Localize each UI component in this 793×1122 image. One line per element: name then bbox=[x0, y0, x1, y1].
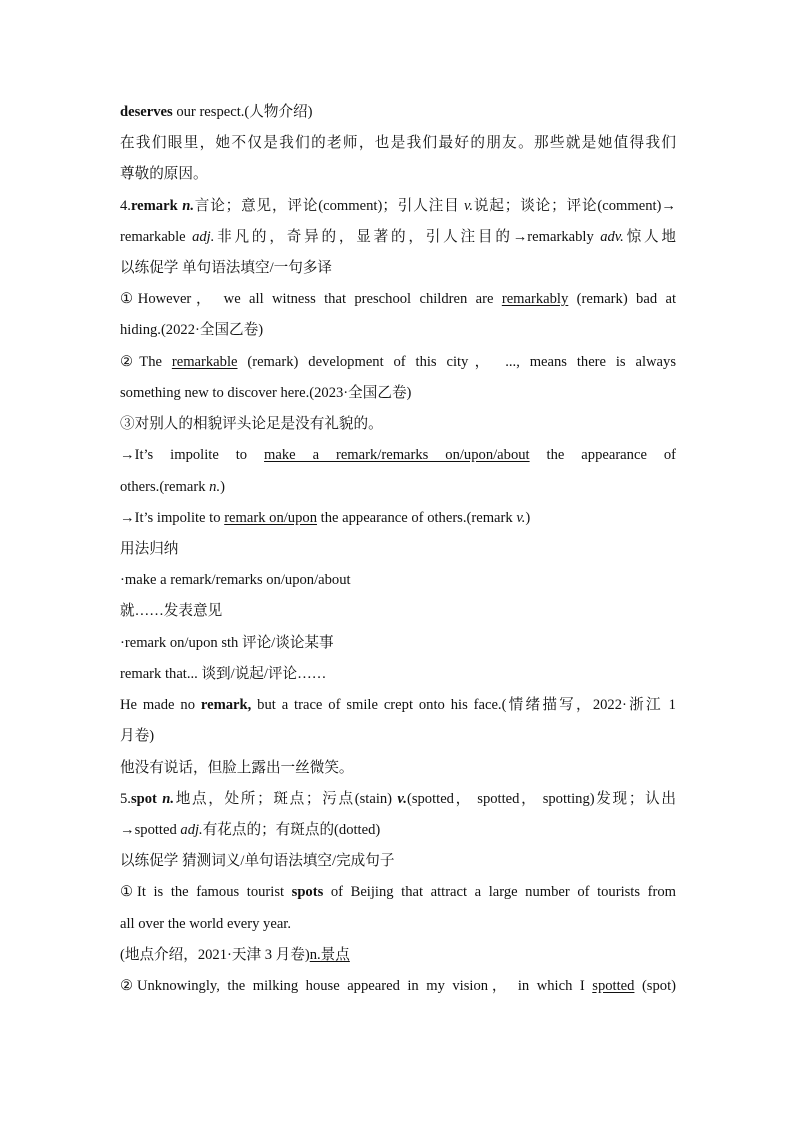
text-segment: of Beijing that attract a large number of tourists from bbox=[323, 884, 676, 900]
text-line bbox=[120, 633, 676, 653]
text-segment: the appearance of bbox=[529, 447, 677, 463]
text-segment: 言论；意见，评论(comment)；引人注目 bbox=[193, 198, 464, 214]
text-segment: remark that... 谈到/说起/评论…… bbox=[120, 666, 327, 682]
text-segment: ·make a remark/remarks on/upon/about bbox=[120, 572, 351, 588]
text-segment: 月卷) bbox=[120, 728, 155, 744]
text-segment: the appearance of others.(remark bbox=[317, 510, 517, 526]
text-line bbox=[120, 820, 676, 840]
text-segment: v. bbox=[516, 510, 526, 526]
text-line bbox=[120, 414, 676, 434]
text-segment: n. bbox=[209, 479, 221, 495]
text-segment: hiding.(2022·全国乙卷) bbox=[120, 322, 264, 338]
section-heading bbox=[120, 539, 676, 559]
text-segment: spots bbox=[291, 884, 324, 900]
text-line bbox=[120, 914, 676, 934]
text-segment: something new to discover here.(2023·全国乙卷) bbox=[120, 385, 412, 401]
text-segment: (remark) bad at bbox=[568, 291, 677, 307]
text-segment: adv. bbox=[600, 229, 624, 245]
text-segment: (spotted， spotted， spotting)发现；认出 bbox=[406, 791, 676, 807]
text-segment: (地点介绍，2021·天津 3 月卷) bbox=[120, 947, 310, 963]
text-segment: n.景点 bbox=[309, 947, 350, 963]
text-segment: n. bbox=[182, 198, 194, 214]
text-segment: make a remark/remarks on/upon/about bbox=[264, 447, 530, 463]
text-segment: ) bbox=[525, 510, 531, 526]
text-segment: 就……发表意见 bbox=[120, 603, 223, 619]
text-line bbox=[120, 352, 676, 372]
text-line bbox=[120, 445, 676, 465]
text-segment: 以练促学 猜测词义/单句语法填空/完成句子 bbox=[120, 853, 395, 869]
text-segment: all over the world every year. bbox=[120, 916, 291, 932]
text-segment: spotted bbox=[592, 978, 635, 994]
text-segment: remarkable bbox=[171, 354, 238, 370]
text-segment: 惊人地 bbox=[623, 229, 676, 245]
text-segment: 非凡的，奇异的，显著的，引人注目的→remarkably bbox=[214, 229, 601, 245]
text-segment: 在我们眼里，她不仅是我们的老师，也是我们最好的朋友。那些就是她值得我们 bbox=[120, 135, 676, 151]
text-line bbox=[120, 570, 676, 590]
text-segment: adj. bbox=[180, 822, 203, 838]
text-segment: deserves bbox=[120, 104, 173, 120]
text-segment: remarkably bbox=[501, 291, 569, 307]
text-segment: ·remark on/upon sth 评论/谈论某事 bbox=[120, 635, 334, 651]
text-segment: ) bbox=[220, 479, 225, 495]
text-line bbox=[120, 320, 676, 340]
text-segment: ②Unknowingly, the milking house appeared in my vision， in which I bbox=[120, 978, 593, 994]
text-segment: ①However， we all witness that preschool children are bbox=[120, 291, 502, 307]
text-line bbox=[120, 164, 676, 184]
text-segment: 以练促学 单句语法填空/一句多译 bbox=[120, 260, 333, 276]
text-segment: remark bbox=[130, 198, 178, 214]
text-line bbox=[120, 882, 676, 902]
text-segment: v. bbox=[464, 198, 474, 214]
text-segment: He made no bbox=[120, 697, 201, 713]
text-line bbox=[120, 383, 676, 403]
text-segment: ③对别人的相貌评头论足是没有礼貌的。 bbox=[120, 416, 383, 432]
text-segment: 说起；谈论；评论(comment)→ bbox=[473, 198, 676, 214]
text-line bbox=[120, 789, 676, 809]
text-segment: 他没有说话，但脸上露出一丝微笑。 bbox=[120, 760, 354, 776]
text-segment: but a trace of smile crept onto his face.(情绪描写，2022·浙江 1 bbox=[251, 697, 676, 713]
text-line bbox=[120, 726, 676, 746]
text-line bbox=[120, 758, 676, 778]
text-segment: (spot) bbox=[634, 978, 676, 994]
text-line bbox=[120, 196, 676, 216]
text-segment: ①It is the famous tourist bbox=[120, 884, 292, 900]
text-line bbox=[120, 601, 676, 621]
text-segment: n. bbox=[162, 791, 175, 807]
text-line bbox=[120, 664, 676, 684]
text-segment: ②The bbox=[120, 354, 172, 370]
text-segment: 用法归纳 bbox=[120, 541, 179, 557]
text-segment: 有花点的；有斑点的(dotted) bbox=[202, 822, 381, 838]
text-line bbox=[120, 945, 676, 965]
text-segment: others.(remark bbox=[120, 479, 210, 495]
text-segment: (remark) development of this city， ..., means there is always bbox=[237, 354, 676, 370]
text-segment: →spotted bbox=[120, 822, 181, 838]
text-line bbox=[120, 133, 676, 153]
section-heading bbox=[120, 851, 676, 871]
text-segment: remark on/upon bbox=[224, 510, 317, 526]
text-segment: remark, bbox=[200, 697, 252, 713]
text-segment: remarkable bbox=[120, 229, 193, 245]
text-segment: 4. bbox=[120, 198, 131, 214]
text-line bbox=[120, 102, 676, 122]
text-segment: adj. bbox=[192, 229, 215, 245]
text-line bbox=[120, 976, 676, 996]
text-line bbox=[120, 227, 676, 247]
text-segment: →It’s impolite to bbox=[120, 447, 265, 463]
text-segment: 5. bbox=[120, 791, 131, 807]
text-segment: our respect.(人物介绍) bbox=[172, 104, 313, 120]
text-segment: v. bbox=[397, 791, 407, 807]
text-line bbox=[120, 508, 676, 528]
text-line bbox=[120, 477, 676, 497]
text-segment: 地点，处所；斑点；污点(stain) bbox=[174, 791, 398, 807]
text-segment: spot bbox=[130, 791, 157, 807]
text-segment: →It’s impolite to bbox=[120, 510, 225, 526]
text-line bbox=[120, 695, 676, 715]
section-heading bbox=[120, 258, 676, 278]
text-line bbox=[120, 289, 676, 309]
text-segment: 尊敬的原因。 bbox=[120, 166, 208, 182]
